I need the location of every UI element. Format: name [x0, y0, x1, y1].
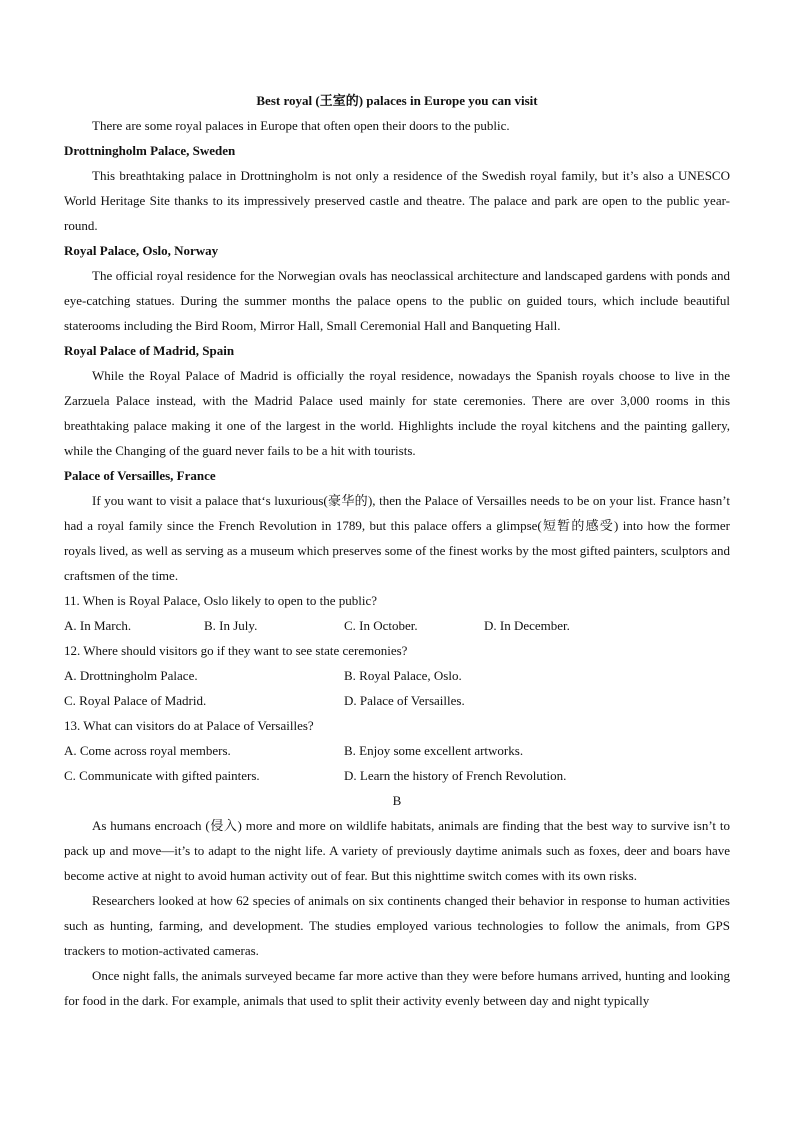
question-11-options — [64, 613, 730, 638]
question-12-option-a: A. Drottningholm Palace. — [64, 668, 198, 683]
section-b-paragraph-1: As humans encroach (侵入) more and more on wildlife habitats, animals are finding that the best way to survive isn’t to pack up and move—it’s to adapt to the night life. A variety of previously daytime animals such as foxes, deer and boars have become active at night to avoid human activity out of fear. But this nighttime switch comes with its own risks. — [64, 818, 730, 883]
question-12-stem: 12. Where should visitors go if they want to see state ceremonies? — [64, 643, 408, 658]
page-title: Best royal (王室的) palaces in Europe you can visit — [256, 93, 538, 108]
question-11-option-d: D. In December. — [484, 618, 570, 633]
question-13-options-row-1 — [64, 738, 730, 763]
question-12-option-d: D. Palace of Versailles. — [344, 693, 465, 708]
question-13-option-a: A. Come across royal members. — [64, 743, 231, 758]
palace-text-drottningholm: This breathtaking palace in Drottningholm is not only a residence of the Swedish royal family, but it’s also a UNESCO World Heritage Site thanks to its impressively preserved castle and theatre. The palace and park are open to the public year-round. — [64, 168, 730, 233]
document-page — [64, 88, 730, 1013]
palace-text-madrid: While the Royal Palace of Madrid is officially the royal residence, nowadays the Spanish royals choose to live in the Zarzuela Palace instead, with the Madrid Palace used mainly for state ceremonies. There are over 3,000 rooms in this breathtaking palace making it one of the largest in the world. Highlights include the royal kitchens and the painting gallery, while the Changing of the guard never fails to be a hit with tourists. — [64, 368, 730, 458]
question-11-option-c: C. In October. — [344, 618, 418, 633]
palace-heading-oslo: Royal Palace, Oslo, Norway — [64, 243, 219, 258]
palace-heading-madrid: Royal Palace of Madrid, Spain — [64, 343, 235, 358]
question-13-option-d: D. Learn the history of French Revolution. — [344, 768, 567, 783]
section-b-paragraph-2: Researchers looked at how 62 species of animals on six continents changed their behavior in response to human activities such as hunting, farming, and development. The studies employed various technologies to follow the animals, from GPS trackers to motion-activated cameras. — [64, 893, 730, 958]
palace-text-oslo: The official royal residence for the Norwegian ovals has neoclassical architecture and landscaped gardens with ponds and eye-catching statues. During the summer months the palace opens to the public on guided tours, which include beautiful staterooms including the Bird Room, Mirror Hall, Small Ceremonial Hall and Banqueting Hall. — [64, 268, 730, 333]
question-11-option-a: A. In March. — [64, 618, 132, 633]
section-b-label: B — [392, 793, 402, 808]
question-12-option-c: C. Royal Palace of Madrid. — [64, 693, 207, 708]
question-11-stem: 11. When is Royal Palace, Oslo likely to open to the public? — [64, 593, 378, 608]
palace-heading-drottningholm: Drottningholm Palace, Sweden — [64, 143, 236, 158]
question-13-stem: 13. What can visitors do at Palace of Versailles? — [64, 718, 314, 733]
palace-heading-versailles: Palace of Versailles, France — [64, 468, 216, 483]
question-13-option-b: B. Enjoy some excellent artworks. — [344, 743, 524, 758]
question-12-options-row-1 — [64, 663, 730, 688]
question-13-option-c: C. Communicate with gifted painters. — [64, 768, 260, 783]
question-12-option-b: B. Royal Palace, Oslo. — [344, 668, 462, 683]
question-11-option-b: B. In July. — [204, 618, 258, 633]
palace-text-versailles: If you want to visit a palace that‘s luxurious(豪华的), then the Palace of Versailles needs to be on your list. France hasn’t had a royal family since the French Revolution in 1789, but this palace offers a glimpse(短暂的感受) into how the former royals lived, as well as serving as a museum which preserves some of the finest works by the most gifted painters, sculptors and craftsmen of the time. — [64, 493, 730, 583]
section-b-paragraph-3: Once night falls, the animals surveyed became far more active than they were before humans arrived, hunting and looking for food in the dark. For example, animals that used to split their activity evenly between day and night typically — [64, 968, 730, 1008]
question-13-options-row-2 — [64, 763, 730, 788]
question-12-options-row-2 — [64, 688, 730, 713]
intro-paragraph: There are some royal palaces in Europe that often open their doors to the public. — [92, 118, 510, 133]
